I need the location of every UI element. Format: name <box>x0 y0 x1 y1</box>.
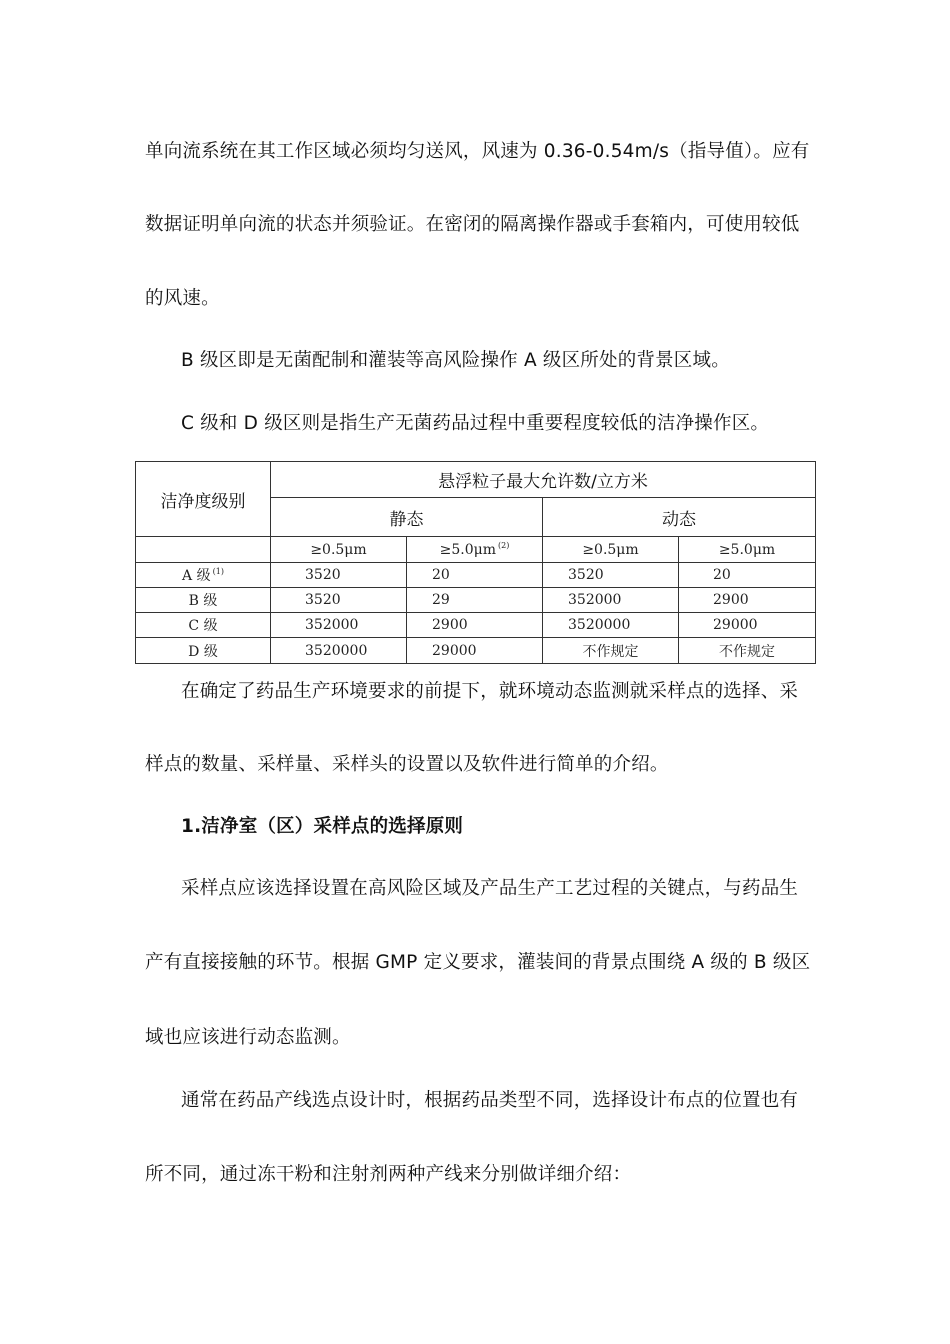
size-label: ≥0.5μm <box>582 541 639 558</box>
paragraph-1-line-2: 数据证明单向流的状态并须验证。在密闭的隔离操作器或手套箱内，可使用较低 <box>145 214 800 235</box>
value-cell: 3520 <box>271 563 407 588</box>
size-label: ≥5.0μm <box>439 542 497 558</box>
paragraph-1-line-3: 的风速。 <box>145 288 220 309</box>
grade-label: A 级 <box>182 568 211 584</box>
value-cell: 不作规定 <box>679 638 816 664</box>
paragraph-5-line-1: 采样点应该选择设置在高风险区域及产品生产工艺过程的关键点，与药品生 <box>181 878 799 899</box>
footnote-mark: (2) <box>498 541 510 550</box>
value-cell: 20 <box>679 563 816 588</box>
value-cell: 3520000 <box>271 638 407 664</box>
paragraph-5-line-2: 产有直接接触的环节。根据 GMP 定义要求，灌装间的背景点围绕 A 级的 B 级区 <box>145 952 811 973</box>
section-heading: 1.洁净室（区）采样点的选择原则 <box>181 816 464 837</box>
header-static-05um <box>271 537 407 563</box>
header-cleanliness-grade: 洁净度级别 <box>136 462 271 537</box>
value-cell: 29000 <box>679 613 816 638</box>
paragraph-6-line-2: 所不同，通过冻干粉和注射剂两种产线来分别做详细介绍： <box>145 1164 632 1185</box>
cleanroom-grade-table <box>135 461 816 664</box>
table-row <box>136 613 816 638</box>
grade-cell <box>136 563 271 588</box>
table-row <box>136 588 816 613</box>
paragraph-4-line-1: 在确定了药品生产环境要求的前提下，就环境动态监测就采样点的选择、采 <box>181 681 799 702</box>
header-empty-cell <box>136 537 271 563</box>
paragraph-4-line-2: 样点的数量、采样量、采样头的设置以及软件进行简单的介绍。 <box>145 754 669 775</box>
grade-cell: B 级 <box>136 588 271 613</box>
header-dynamic-05um <box>543 537 679 563</box>
footnote-mark: (1) <box>212 567 224 576</box>
paragraph-1-line-1: 单向流系统在其工作区域必须均匀送风，风速为 0.36-0.54m/s（指导值）。应有 <box>145 141 810 162</box>
size-label: ≥0.5μm <box>310 541 367 558</box>
value-cell: 352000 <box>543 588 679 613</box>
value-cell: 20 <box>407 563 543 588</box>
header-max-particles: 悬浮粒子最大允许数/立方米 <box>271 462 816 498</box>
paragraph-6-line-1: 通常在药品产线选点设计时，根据药品类型不同，选择设计布点的位置也有 <box>181 1090 799 1111</box>
value-cell: 3520000 <box>543 613 679 638</box>
table-row <box>136 563 816 588</box>
header-dynamic-50um <box>679 537 816 563</box>
grade-cell: D 级 <box>136 638 271 664</box>
value-cell: 2900 <box>679 588 816 613</box>
paragraph-5-line-3: 域也应该进行动态监测。 <box>145 1027 351 1048</box>
size-label: ≥5.0μm <box>718 541 776 558</box>
value-cell: 29 <box>407 588 543 613</box>
value-cell: 3520 <box>271 588 407 613</box>
value-cell: 2900 <box>407 613 543 638</box>
value-cell: 不作规定 <box>543 638 679 664</box>
grade-cell: C 级 <box>136 613 271 638</box>
header-dynamic: 动态 <box>543 498 816 537</box>
value-cell: 352000 <box>271 613 407 638</box>
value-cell: 29000 <box>407 638 543 664</box>
paragraph-3: C 级和 D 级区则是指生产无菌药品过程中重要程度较低的洁净操作区。 <box>181 413 770 434</box>
table-row <box>136 638 816 664</box>
header-static: 静态 <box>271 498 543 537</box>
header-static-50um <box>407 537 543 563</box>
value-cell: 3520 <box>543 563 679 588</box>
paragraph-2: B 级区即是无菌配制和灌装等高风险操作 A 级区所处的背景区域。 <box>181 350 730 371</box>
